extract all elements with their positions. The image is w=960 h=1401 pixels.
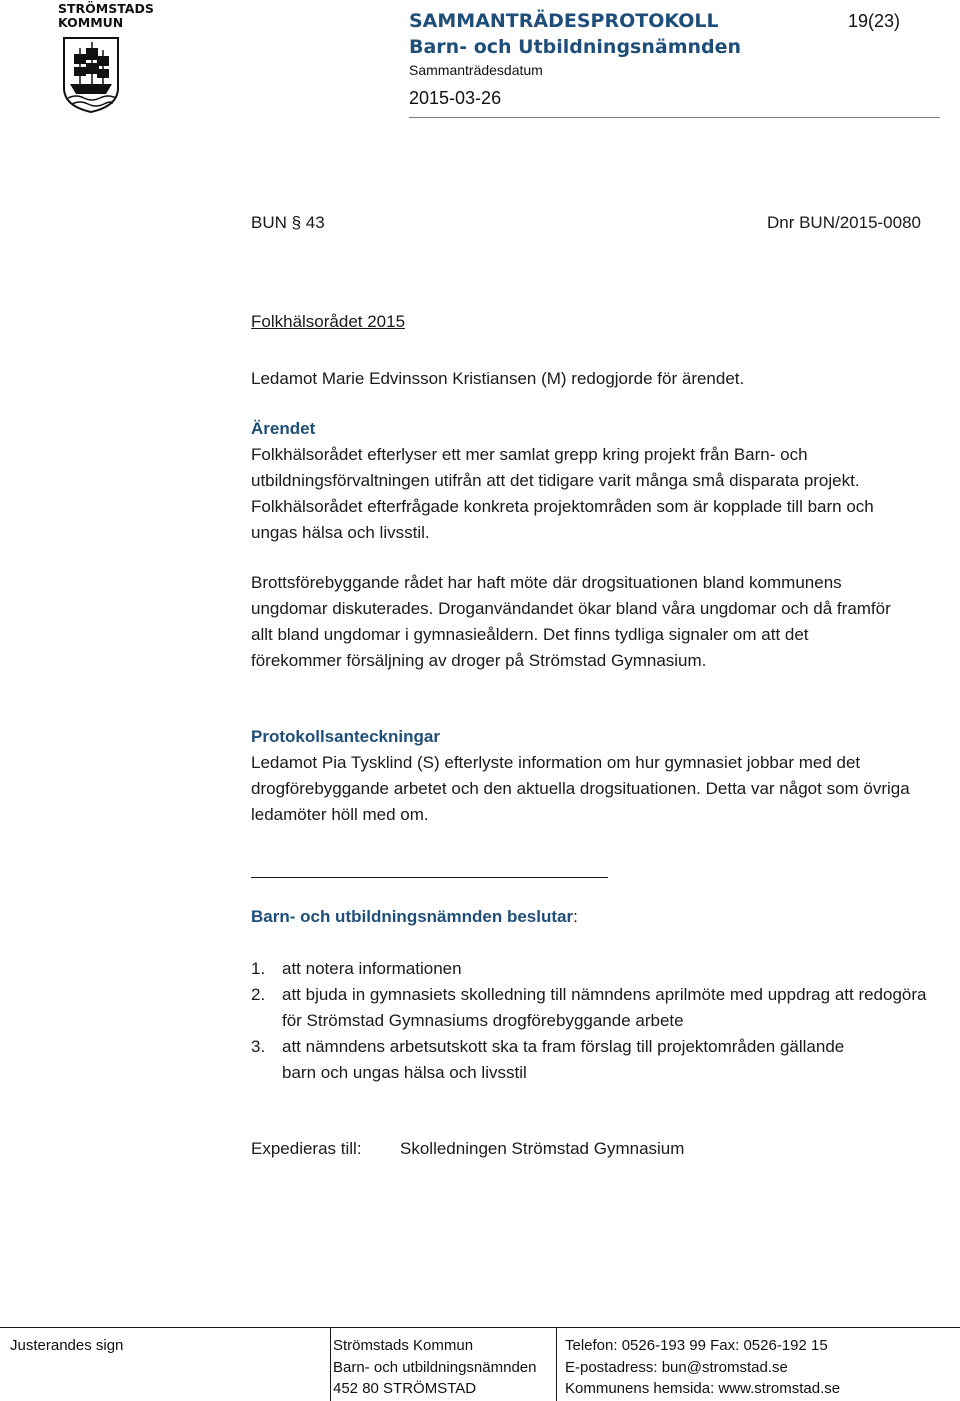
expedieras-label: Expedieras till: (251, 1139, 362, 1158)
meeting-date-label: Sammanträdesdatum (409, 62, 543, 78)
brotts-paragraph: Brottsförebyggande rådet har haft möte där drogsituationen bland kommunens ungdomar diskuterades. Droganvändandet ökar bland våra ungdomar och då framför allt bland ungdomar i gymnasieåldern. Det finns tydliga signaler om att det förekommer försäljning av droger på Strömstad Gymnasium. (251, 573, 891, 670)
page-number: 19(23) (847, 11, 900, 31)
decision-item-text: att bjuda in gymnasiets skolledning till nämndens aprilmöte med uppdrag att redogöra för Strömstad Gymnasiums drogförebyggande arbete (282, 985, 927, 1030)
case-title: Folkhälsorådet 2015 (251, 312, 406, 331)
decision-item-number: 1. (251, 959, 266, 978)
header-divider (409, 117, 940, 118)
protokoll-heading: Protokollsanteckningar (251, 727, 440, 746)
coat-of-arms-ship-icon (62, 36, 120, 114)
meeting-date: 2015-03-26 (409, 88, 502, 108)
decision-item-number: 3. (251, 1037, 266, 1056)
decision-heading (251, 904, 578, 930)
municipality-line2: KOMMUN (58, 15, 124, 30)
footer-org-line: Strömstads Kommun (333, 1337, 474, 1354)
decision-item (251, 956, 941, 982)
decision-heading-colon: : (573, 907, 578, 926)
decision-list (251, 956, 941, 1086)
decision-heading-text: Barn- och utbildningsnämnden beslutar (251, 907, 574, 926)
footer-org-line: Barn- och utbildningsnämnden (333, 1358, 537, 1376)
case-intro: Ledamot Marie Edvinsson Kristiansen (M) redogjorde för ärendet. (251, 369, 745, 388)
footer-contact-line: E-postadress: bun@stromstad.se (565, 1358, 788, 1376)
footer-org-line: 452 80 STRÖMSTAD (333, 1380, 477, 1397)
section-separator (251, 877, 608, 878)
arendet-text: Folkhälsorådet efterlyser ett mer samlat grepp kring projekt från Barn- och utbildningsförvaltningen utifrån att det tidigare varit många små disparata projekt. Folkhälsorådet efterfrågade konkreta projektområden som är kopplade till barn och ungas hälsa och livsstil. (251, 445, 874, 542)
arendet-section (251, 416, 923, 546)
municipality-line1: STRÖMSTADS (58, 1, 154, 16)
footer-contact-line: Telefon: 0526-193 99 Fax: 0526-192 15 (565, 1337, 828, 1354)
committee-name: Barn- och Utbildningsnämnden (409, 36, 742, 58)
footer-organization (333, 1335, 536, 1400)
decision-item (251, 982, 941, 1034)
case-row (251, 210, 921, 236)
case-number: BUN § 43 (251, 213, 325, 232)
arendet-heading: Ärendet (251, 419, 316, 438)
footer-column-divider (330, 1327, 331, 1401)
protokoll-section (251, 724, 923, 828)
protokoll-text: Ledamot Pia Tysklind (S) efterlyste information om hur gymnasiet jobbar med det drogförebyggande arbetet och den aktuella drogsituationen. Detta var något som övriga ledamöter höll med om. (251, 753, 910, 824)
case-dnr: Dnr BUN/2015-0080 (766, 213, 921, 232)
footer-column-divider (556, 1327, 557, 1401)
footer-contact (565, 1335, 840, 1400)
expedieras-value: Skolledningen Strömstad Gymnasium (400, 1139, 685, 1158)
municipality-name (58, 1, 154, 30)
footer-sign: Justerandes sign (10, 1337, 124, 1354)
decision-item-text: att nämndens arbetsutskott ska ta fram förslag till projektområden gällande barn och ungas hälsa och livsstil (282, 1037, 845, 1082)
decision-item-text: att notera informationen (282, 959, 462, 978)
footer-divider (0, 1327, 960, 1328)
expedieras-row (251, 1136, 684, 1162)
decision-item-number: 2. (251, 985, 266, 1004)
footer-contact-line: Kommunens hemsida: www.stromstad.se (565, 1380, 841, 1397)
decision-item (251, 1034, 861, 1086)
document-title: SAMMANTRÄDESPROTOKOLL (409, 10, 719, 32)
